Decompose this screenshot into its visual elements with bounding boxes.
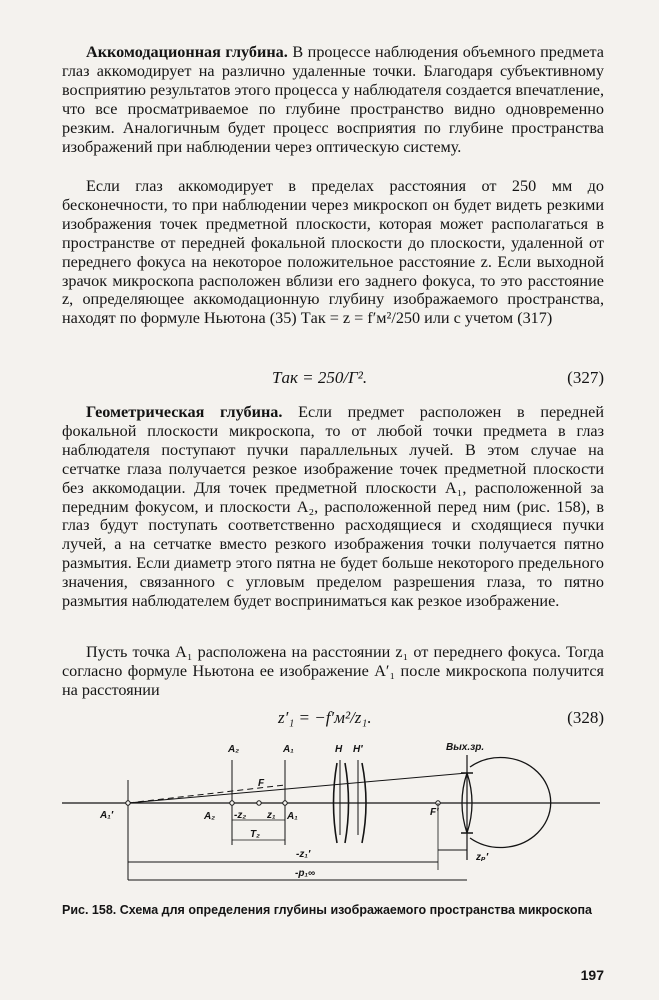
- equation-327-number: (327): [567, 368, 604, 387]
- label-minus-p1: -p₁∞: [295, 868, 316, 879]
- label-minus-z2: -z₂: [234, 810, 247, 821]
- ray-main: [128, 773, 467, 803]
- label-a1-top: A₁: [283, 744, 294, 755]
- label-exit-pupil: Вых.зр.: [446, 742, 485, 753]
- page-number: 197: [580, 967, 604, 983]
- label-zp-prime: zₚ′: [476, 852, 489, 863]
- paragraph-newton-formula: Пусть точка A₁ расположена на расстоянии z₁ от переднего фокуса. Тогда согласно формуле Ньютона ее изображение A′₁ после микроскопа получится на расстоянии: [62, 643, 604, 699]
- point-a1-prime: [126, 801, 130, 805]
- paragraph-lead: Геометрическая глубина.: [86, 403, 283, 421]
- label-f: F: [258, 778, 265, 789]
- paragraph-lead: Аккомодационная глубина.: [86, 43, 288, 61]
- equation-328: z′₁ = −f′м²/z₁.: [278, 708, 372, 727]
- equation-328-number: (328): [567, 708, 604, 727]
- label-f-prime: F′: [430, 807, 439, 818]
- paragraph-text: В процессе наблюдения объемного предмета глаз аккомодирует на различно удаленные точки. Благодаря субъективному восприятию результатов этого процесса у наблюдателя создается впечатление, что все просматриваемое по глубине пространство видно одновременно резким. Аналогичным будет процесс восприятия по глубине пространства изображений при наблюдении через оптическую систему.: [62, 43, 604, 156]
- label-a2-top: A₂: [228, 744, 240, 755]
- label-z1: z₁: [267, 810, 276, 821]
- label-minus-z1-prime: -z₁′: [296, 849, 311, 860]
- point-f: [257, 801, 261, 805]
- label-h-prime: H′: [353, 744, 363, 755]
- label-t2: T₂: [250, 829, 260, 840]
- equation-327: Tак = 250/Г².: [272, 368, 368, 387]
- paragraph-text: Если предмет расположен в передней фокальной плоскости микроскопа, то от любой точки предмета в глаз наблюдателя поступают пучки параллельных лучей. В этом случае на сетчатке глаза получается резкое изображение точек предметной плоскости без аккомодации. Для точек предметной плоскости A₁, расположенной за передним фокусом, и плоскости A₂, расположенной перед ним (рис. 158), в глаз будут поступать соответственно расходящиеся и сходящиеся пучки лучей, а на сетчатке вместо резкого изображения точки получается пятно размытия. Если диаметр этого пятна не будет больше некоторого предельного значения, связанного с угловым пределом разрешения глаза, то пятно размытия наблюдателем будет восприниматься как резкое изображение.: [62, 403, 604, 611]
- label-a1-low: A₁: [287, 811, 298, 822]
- paragraph-accommodation-range: Если глаз аккомодирует в пределах расстояния от 250 мм до бесконечности, то при наблюдении через микроскоп он будет видеть резкими изображения точек предметной плоскости, которая может располагаться в пространстве от передней фокальной плоскости до плоскости, удаленной от переднего фокуса на некоторое положительное расстояние z. Если выходной зрачок микроскопа расположен вблизи его заднего фокуса, то это расстояние z, определяющее аккомодационную глубину изображаемого пространства, находят по формуле Ньютона (35) Tак = z = f′м²/250 или с учетом (317): [62, 177, 604, 328]
- label-a1-prime: A₁′: [100, 810, 114, 821]
- point-a2: [230, 801, 234, 805]
- label-h: H: [335, 744, 343, 755]
- label-a2-low: A₂: [204, 811, 216, 822]
- point-a1: [283, 801, 287, 805]
- figure-caption: Рис. 158. Схема для определения глубины изображаемого пространства микроскопа: [62, 903, 592, 917]
